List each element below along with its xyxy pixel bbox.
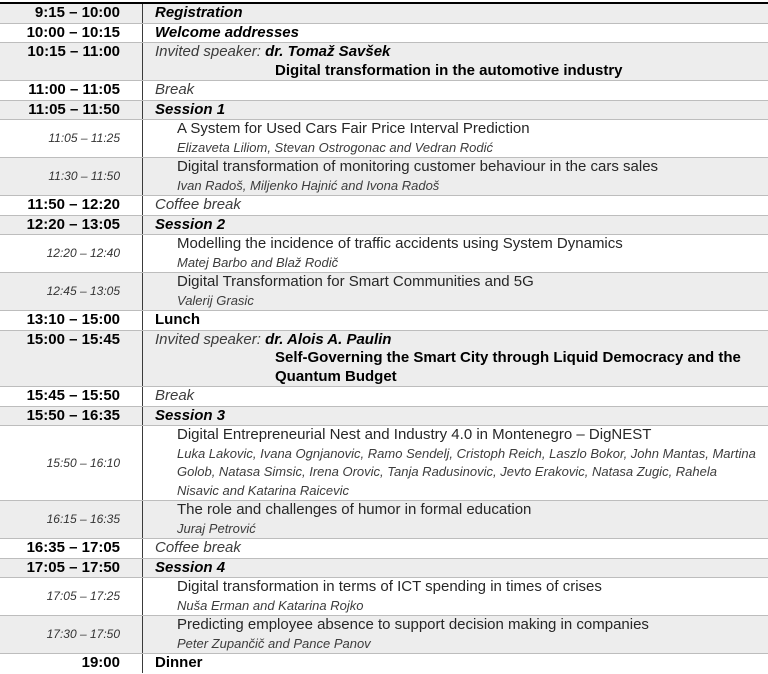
- event-label: Break: [155, 387, 195, 404]
- schedule-row: [0, 615, 768, 653]
- schedule-row: [0, 234, 768, 272]
- time-cell: [0, 216, 143, 235]
- event-label: Session 2: [155, 215, 226, 233]
- time-range: 13:10 – 15:00: [26, 311, 120, 328]
- event-content: [143, 407, 768, 426]
- event-content: [143, 81, 768, 100]
- event-label: Coffee break: [155, 196, 241, 213]
- time-cell: [0, 559, 143, 578]
- schedule-row: [0, 42, 768, 80]
- time-cell: [0, 158, 143, 195]
- time-cell: [0, 539, 143, 558]
- talk-time-range: 17:05 – 17:25: [46, 589, 120, 604]
- talk-time-range: 11:30 – 11:50: [48, 169, 120, 184]
- invited-talk-title: Digital transformation in the automotive industry: [275, 61, 623, 79]
- time-cell: [0, 407, 143, 426]
- time-range: 15:45 – 15:50: [26, 387, 120, 404]
- talk-title: Digital Entrepreneurial Nest and Industry 4.0 in Montenegro – DigNEST: [177, 426, 652, 443]
- time-cell: [0, 235, 143, 272]
- event-content: [143, 196, 768, 215]
- talk-title: A System for Used Cars Fair Price Interval Prediction: [177, 120, 530, 137]
- talk-authors: Luka Lakovic, Ivana Ognjanovic, Ramo Sendelj, Cristoph Reich, Laszlo Bokor, John Mantas, Martina Golob, Natasa Simsic, Irena Orovic, Tanja Radusinovic, Jevto Erakovic, Natasa Zugic, Rahela Nisavic and Katarina Raicevic: [177, 445, 756, 498]
- time-range: 19:00: [81, 654, 120, 671]
- schedule-row: [0, 23, 768, 43]
- schedule-row: [0, 558, 768, 578]
- time-range: 10:15 – 11:00: [27, 43, 120, 60]
- schedule-row: [0, 80, 768, 100]
- event-content: [143, 426, 768, 500]
- event-content: [143, 559, 768, 578]
- talk-time-range: 12:45 – 13:05: [46, 284, 120, 299]
- schedule-row: [0, 157, 768, 195]
- talk-time-range: 17:30 – 17:50: [46, 627, 120, 642]
- event-content: [143, 4, 768, 23]
- time-cell: [0, 426, 143, 500]
- conference-schedule-table: [0, 2, 768, 673]
- schedule-row: [0, 653, 768, 673]
- talk-authors: Juraj Petrović: [177, 520, 256, 536]
- schedule-row: [0, 100, 768, 120]
- event-content: [143, 216, 768, 235]
- event-content: [143, 616, 768, 653]
- talk-time-range: 15:50 – 16:10: [46, 455, 120, 470]
- time-cell: [0, 387, 143, 406]
- talk-authors: Ivan Radoš, Miljenko Hajnić and Ivona Radoš: [177, 177, 440, 193]
- event-content: [143, 24, 768, 43]
- event-content: [143, 501, 768, 538]
- invited-speaker-prefix: Invited speaker:: [155, 43, 266, 60]
- time-cell: [0, 578, 143, 615]
- invited-speaker-line: [155, 331, 762, 350]
- time-cell: [0, 196, 143, 215]
- talk-authors: Peter Zupančič and Pance Panov: [177, 635, 371, 651]
- time-cell: [0, 273, 143, 310]
- schedule-row: [0, 119, 768, 157]
- invited-talk-title: Self-Governing the Smart City through Liquid Democracy and the Quantum Budget: [275, 349, 741, 385]
- talk-authors: Valerij Grasic: [177, 292, 254, 308]
- invited-speaker-prefix: Invited speaker:: [155, 330, 266, 348]
- event-content: [143, 654, 768, 673]
- event-label: Session 3: [155, 406, 226, 424]
- event-label: Coffee break: [155, 539, 241, 556]
- talk-authors: Nuša Erman and Katarina Rojko: [177, 597, 364, 613]
- time-range: 11:00 – 11:05: [28, 81, 120, 98]
- time-cell: [0, 101, 143, 120]
- event-content: [143, 101, 768, 120]
- time-cell: [0, 654, 143, 673]
- time-range: 11:05 – 11:50: [28, 100, 120, 118]
- time-range: 15:50 – 16:35: [26, 406, 120, 424]
- event-label: Session 1: [155, 100, 226, 118]
- talk-title: The role and challenges of humor in formal education: [177, 501, 532, 518]
- talk-authors: Matej Barbo and Blaž Rodič: [177, 254, 339, 270]
- schedule-row: [0, 330, 768, 387]
- time-range: 17:05 – 17:50: [26, 558, 120, 576]
- event-content: [143, 387, 768, 406]
- event-content: [143, 43, 768, 80]
- invited-speaker-name: dr. Alois A. Paulin: [265, 330, 392, 348]
- schedule-row: [0, 272, 768, 310]
- event-label: Session 4: [155, 558, 226, 576]
- time-range: 10:00 – 10:15: [26, 23, 120, 41]
- time-cell: [0, 331, 143, 387]
- schedule-row: [0, 406, 768, 426]
- talk-title: Digital transformation of monitoring customer behaviour in the cars sales: [177, 158, 659, 175]
- event-content: [143, 273, 768, 310]
- time-cell: [0, 616, 143, 653]
- schedule-row: [0, 310, 768, 330]
- event-content: [143, 331, 768, 387]
- time-range: 12:20 – 13:05: [26, 215, 120, 233]
- time-cell: [0, 24, 143, 43]
- event-label: Welcome addresses: [155, 23, 299, 41]
- talk-time-range: 11:05 – 11:25: [48, 131, 120, 146]
- talk-authors: Elizaveta Liliom, Stevan Ostrogonac and Vedran Rodić: [177, 139, 494, 155]
- talk-title: Digital Transformation for Smart Communities and 5G: [177, 273, 534, 290]
- event-content: [143, 120, 768, 157]
- event-content: [143, 311, 768, 330]
- event-label: Break: [155, 81, 195, 98]
- time-cell: [0, 43, 143, 80]
- talk-title: Digital transformation in terms of ICT spending in times of crises: [177, 578, 602, 595]
- schedule-row: [0, 538, 768, 558]
- talk-time-range: 12:20 – 12:40: [46, 246, 120, 261]
- schedule-row: [0, 195, 768, 215]
- schedule-row: [0, 500, 768, 538]
- event-content: [143, 235, 768, 272]
- talk-title: Modelling the incidence of traffic accidents using System Dynamics: [177, 235, 623, 252]
- schedule-row: [0, 425, 768, 500]
- schedule-row: [0, 577, 768, 615]
- time-range: 16:35 – 17:05: [26, 539, 120, 556]
- event-content: [143, 539, 768, 558]
- schedule-row: [0, 386, 768, 406]
- time-cell: [0, 81, 143, 100]
- invited-speaker-name: dr. Tomaž Savšek: [265, 43, 391, 60]
- event-content: [143, 578, 768, 615]
- event-content: [143, 158, 768, 195]
- schedule-row: [0, 4, 768, 23]
- time-range: 11:50 – 12:20: [27, 196, 120, 213]
- talk-title: Predicting employee absence to support decision making in companies: [177, 616, 649, 633]
- time-range: 15:00 – 15:45: [26, 330, 120, 348]
- time-cell: [0, 120, 143, 157]
- time-cell: [0, 4, 143, 23]
- event-label: Lunch: [155, 311, 200, 328]
- invited-speaker-line: [155, 43, 762, 62]
- time-cell: [0, 501, 143, 538]
- event-label: Registration: [155, 4, 243, 21]
- time-range: 9:15 – 10:00: [34, 4, 120, 21]
- time-cell: [0, 311, 143, 330]
- schedule-row: [0, 215, 768, 235]
- talk-time-range: 16:15 – 16:35: [46, 512, 120, 527]
- event-label: Dinner: [155, 654, 203, 671]
